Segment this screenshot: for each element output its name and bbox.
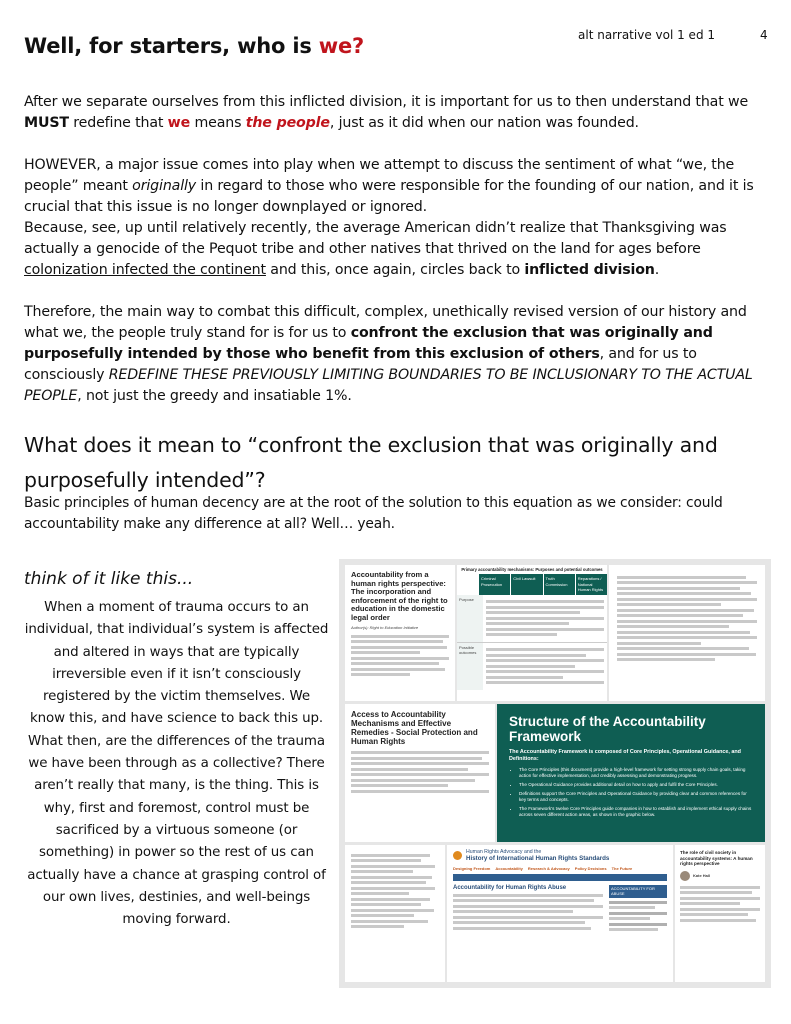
doc-thumbnail-title: Accountability from a human rights perspective: The incorporation and enforcement of the right to education in the domestic legal order xyxy=(351,570,448,622)
doc-thumbnail-human-rights-website xyxy=(447,845,673,982)
thanksgiving-text: . xyxy=(654,262,660,278)
site-nav-item: Accountability xyxy=(495,866,523,871)
site-menu-bar xyxy=(453,874,667,881)
intro-text: means xyxy=(190,115,246,131)
author-avatar xyxy=(680,871,690,881)
doc-thumbnail-bullet-list xyxy=(345,845,445,982)
however-text: in regard to those who were responsible for the founding of our nation, and it is crucial that this issue is no longer downplayed or ignored. xyxy=(24,178,754,215)
intro-text: , just as it did when our nation was founded. xyxy=(329,115,639,131)
confront-emphasis: confront the exclusion that was originally and purposefully intended by those who benefit from this exclusion of others xyxy=(24,325,713,362)
page-title xyxy=(24,34,364,58)
framework-thumbnail-item: • Definitions support the Core Principles and Operational Guidance by providing clear and common references for key terms and concepts. xyxy=(519,791,755,803)
thanksgiving-paragraph xyxy=(24,218,770,281)
section-heading: What does it mean to “confront the exclusion that was originally and purposefully intended”? xyxy=(24,433,718,492)
site-nav-item: Designing Freedom xyxy=(453,866,491,871)
doc-thumbnail-accountability-table xyxy=(457,565,607,701)
we-emphasis: we xyxy=(167,115,191,131)
site-nav-item: Policy Decisions xyxy=(574,866,607,871)
intro-text: redefine that xyxy=(68,115,168,131)
table-thumbnail-header: Criminal Prosecution xyxy=(479,574,511,595)
section-subtitle: Basic principles of human decency are at the root of the solution to this equation as we consider: could accountability make any difference at all? Well… yeah. xyxy=(24,495,723,532)
framework-thumbnail-item: • The Core Principles (this document) provide a high-level framework for setting strong supply chain goals, taking action for effective implementation, and credibly assessing and demonstrating progress. xyxy=(519,767,755,779)
site-sidebar-label: ACCOUNTABILITY FOR ABUSE xyxy=(609,885,667,898)
table-thumbnail-title: Primary accountability mechanisms: Purposes and potential outcomes xyxy=(461,567,603,572)
however-text: HOWEVER, a major issue comes into play when we attempt to discuss the sentiment of what “we, the people” meant xyxy=(24,157,735,194)
doc-thumbnail-title: Access to Accountability Mechanisms and Effective Remedies - Social Protection and Human Rights xyxy=(351,710,478,746)
framework-thumbnail-title: Structure of the Accountability Framework xyxy=(509,714,706,744)
framework-thumbnail-lead: The Accountability Framework is composed of Core Principles, Operational Guidance, and Definitions: xyxy=(509,749,741,762)
doc-thumbnail-title: The role of civil society in accountability systems: A human rights perspective xyxy=(680,850,753,867)
originally-emphasis: originally xyxy=(132,178,197,194)
document-collage xyxy=(339,559,771,988)
doc-thumbnail-civil-society xyxy=(675,845,765,982)
table-thumbnail-row-label: Purpose xyxy=(457,595,483,642)
site-page-heading: Accountability for Human Rights Abuse xyxy=(453,884,567,891)
framework-thumbnail-item: • The Framework’s twelve Core Principles guide companies in how to establish and implement ethical supply chains across seven different action areas, as shown in the graphic below. xyxy=(519,806,755,818)
doc-thumbnail-accountability-framework xyxy=(497,704,765,842)
therefore-text: , and for us to consciously xyxy=(24,346,697,383)
site-title-line: Human Rights Advocacy and the xyxy=(466,849,542,855)
table-thumbnail-header: Civil Lawsuit xyxy=(511,574,543,595)
must-emphasis: MUST xyxy=(24,115,69,131)
the-people-emphasis: the people xyxy=(245,115,330,131)
framework-thumbnail-list xyxy=(509,767,755,818)
sidebar-body: When a moment of trauma occurs to an individual, that individual’s system is affected and altered in ways that are typically irreversible even if it isn’t consciously registered by the victim themselves. We know this, and have science to back this up. What then, are the differences of the trauma we have been through as a collective? There aren’t really that many, is the thing. This is why, first and foremost, control must be sacrificed by a virtuous someone (or something) in power so the rest of us can actually have a chance at grasping control of our own lives, destinies, and well-beings moving forward. xyxy=(24,600,329,928)
site-title-line: History of International Human Rights Standards xyxy=(466,855,610,862)
intro-paragraph xyxy=(24,92,770,134)
framework-thumbnail-item: • The Operational Guidance provides additional detail on how to apply and fulfil the Core Principles. xyxy=(519,782,755,788)
page-number: 4 xyxy=(760,28,768,42)
doc-thumbnail-text-column xyxy=(609,565,765,701)
redefine-emphasis: REDEFINE THESE PREVIOUSLY LIMITING BOUNDARIES TO BE INCLUSIONARY TO THE ACTUAL PEOPLE xyxy=(24,367,753,404)
doc-thumbnail-author: Author(s): Right to Education Initiative xyxy=(351,625,419,630)
therefore-paragraph xyxy=(24,302,770,407)
inflicted-division-emphasis: inflicted division xyxy=(524,262,655,278)
page-title-text: Well, for starters, who is xyxy=(24,34,319,58)
however-paragraph xyxy=(24,155,770,218)
page-title-highlight: we? xyxy=(318,34,364,58)
site-nav-item: The Future xyxy=(611,866,633,871)
publication-label: alt narrative vol 1 ed 1 xyxy=(578,28,716,42)
site-nav-item: Research & Advocacy xyxy=(527,866,570,871)
table-thumbnail-header: Truth Commission xyxy=(544,574,576,595)
doc-thumbnail-human-rights-perspective xyxy=(345,565,455,701)
doc-thumbnail-access-to-accountability xyxy=(345,704,495,842)
table-thumbnail-header: Reparations / National Human Rights xyxy=(576,574,607,595)
thanksgiving-text: Because, see, up until relatively recently, the average American didn’t realize that Thanksgiving was actually a genocide of the Pequot tribe and other natives that thrived on the land for ages before xyxy=(24,220,727,257)
site-logo-icon xyxy=(453,851,462,860)
intro-text: After we separate ourselves from this inflicted division, it is important for us to then understand that we xyxy=(24,94,749,110)
table-thumbnail-row-label: Possible outcomes xyxy=(457,643,483,690)
doc-thumbnail-author: Kate Hall xyxy=(693,873,711,879)
therefore-text: , not just the greedy and insatiable 1%. xyxy=(77,388,352,404)
thanksgiving-text: and this, once again, circles back to xyxy=(265,262,525,278)
therefore-text: Therefore, the main way to combat this difficult, complex, unethically revised version of our history and what we, the people truly stand for is for us to xyxy=(24,304,747,341)
sidebar-heading: think of it like this... xyxy=(24,569,194,589)
colonization-underlined: colonization infected the continent xyxy=(24,262,266,278)
